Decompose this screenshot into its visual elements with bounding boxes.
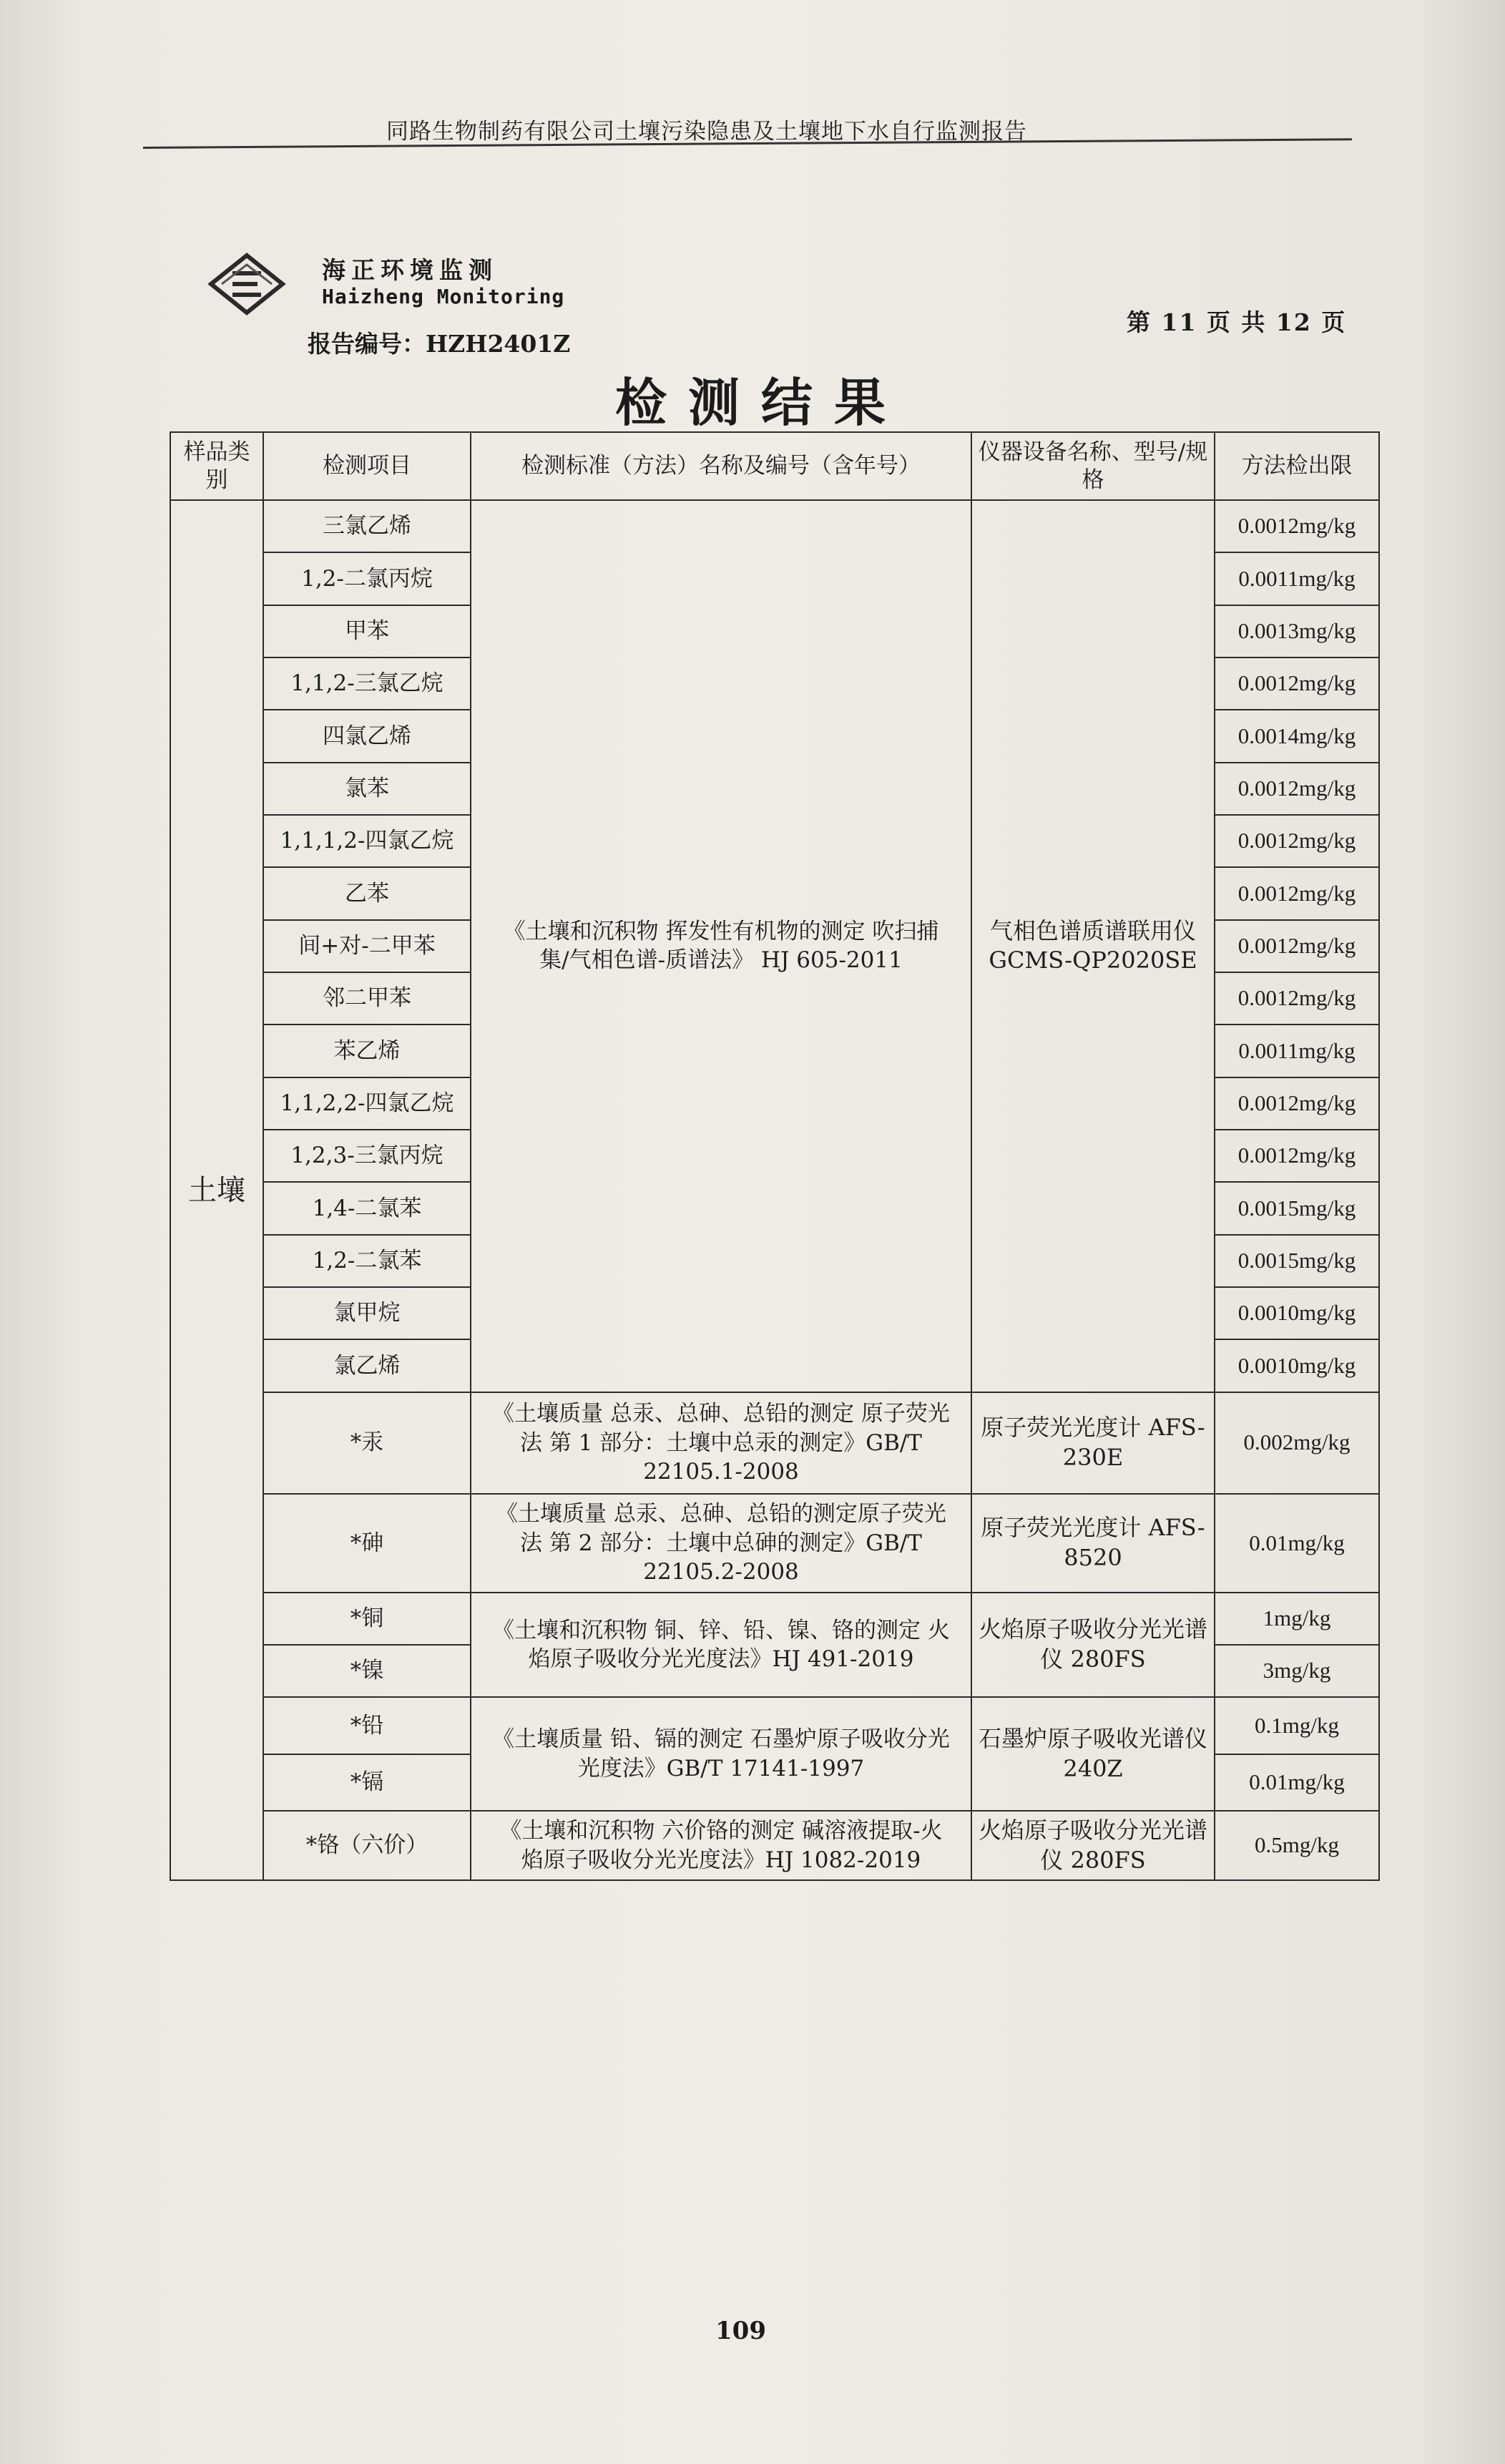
item-name: 1,1,2,2-四氯乙烷 [263,1077,471,1130]
mercury-standard: 《土壤质量 总汞、总砷、总铅的测定 原子荧光法 第 1 部分：土壤中总汞的测定》GB/T 22105.1-2008 [471,1392,971,1495]
table-row [170,1811,1379,1880]
item-name: 氯甲烷 [263,1287,471,1339]
table-row [170,1697,1379,1754]
item-limit: 0.0014mg/kg [1215,710,1379,762]
item-name: 1,1,1,2-四氯乙烷 [263,815,471,867]
chromium-instrument: 火焰原子吸收分光光谱仪 280FS [971,1811,1215,1880]
results-table [170,431,1380,1881]
item-limit: 0.0012mg/kg [1215,815,1379,867]
page-count: 第 11 页 共 12 页 [1127,308,1347,336]
item-limit: 0.0012mg/kg [1215,500,1379,552]
item-name: *汞 [263,1392,471,1495]
copper-nickel-standard: 《土壤和沉积物 铜、锌、铅、镍、铬的测定 火焰原子吸收分光光度法》HJ 491-2019 [471,1593,971,1698]
item-name: 1,2,3-三氯丙烷 [263,1130,471,1182]
header-item: 检测项目 [263,432,471,500]
lead-cadmium-standard: 《土壤质量 铅、镉的测定 石墨炉原子吸收分光光度法》GB/T 17141-1997 [471,1697,971,1811]
item-name: 四氯乙烯 [263,710,471,762]
item-limit: 0.0013mg/kg [1215,605,1379,657]
table-row [170,1593,1379,1645]
item-name: *铜 [263,1593,471,1645]
item-limit: 0.0012mg/kg [1215,972,1379,1025]
chromium-standard: 《土壤和沉积物 六价铬的测定 碱溶液提取-火焰原子吸收分光光度法》HJ 1082-2019 [471,1811,971,1880]
item-limit: 0.01mg/kg [1215,1754,1379,1811]
item-name: *砷 [263,1494,471,1592]
item-limit: 0.0015mg/kg [1215,1182,1379,1234]
report-number: 报告编号：HZH2401Z [308,330,571,358]
item-name: 邻二甲苯 [263,972,471,1025]
item-name: *镉 [263,1754,471,1811]
item-limit: 3mg/kg [1215,1645,1379,1697]
document-title: 检测结果 [615,372,908,433]
item-name: *铬（六价） [263,1811,471,1880]
item-name: 1,4-二氯苯 [263,1182,471,1234]
item-name: 氯苯 [263,763,471,815]
item-name: 氯乙烯 [263,1339,471,1392]
item-limit: 0.0012mg/kg [1215,657,1379,710]
arsenic-standard: 《土壤质量 总汞、总砷、总铅的测定原子荧光法 第 2 部分：土壤中总砷的测定》GB/T 22105.2-2008 [471,1494,971,1592]
item-limit: 0.01mg/kg [1215,1494,1379,1592]
item-name: 乙苯 [263,867,471,919]
running-title: 同路生物制药有限公司土壤污染隐患及土壤地下水自行监测报告 [386,119,1027,145]
item-name: 1,1,2-三氯乙烷 [263,657,471,710]
header-standard: 检测标准（方法）名称及编号（含年号） [471,432,971,500]
haizheng-logo-icon [207,252,286,316]
brand-name-en: Haizheng Monitoring [322,285,565,308]
table-row [170,500,1379,552]
item-limit: 1mg/kg [1215,1593,1379,1645]
header-limit: 方法检出限 [1215,432,1379,500]
item-limit: 0.002mg/kg [1215,1392,1379,1495]
item-name: 甲苯 [263,605,471,657]
lead-cadmium-instrument: 石墨炉原子吸收光谱仪 240Z [971,1697,1215,1811]
sample-category: 土壤 [170,500,263,1880]
arsenic-instrument: 原子荧光光度计 AFS-8520 [971,1494,1215,1592]
header-category: 样品类别 [170,432,263,500]
item-limit: 0.0011mg/kg [1215,1025,1379,1077]
item-limit: 0.0012mg/kg [1215,1077,1379,1130]
item-limit: 0.0012mg/kg [1215,1130,1379,1182]
item-name: *镍 [263,1645,471,1697]
item-limit: 0.1mg/kg [1215,1697,1379,1754]
item-name: 苯乙烯 [263,1025,471,1077]
item-name: 三氯乙烯 [263,500,471,552]
table-row [170,1392,1379,1495]
voc-standard: 《土壤和沉积物 挥发性有机物的测定 吹扫捕集/气相色谱-质谱法》 HJ 605-2011 [471,500,971,1392]
item-name: 间+对-二甲苯 [263,920,471,972]
item-limit: 0.0015mg/kg [1215,1235,1379,1287]
item-limit: 0.5mg/kg [1215,1811,1379,1880]
page-number: 109 [715,2317,766,2345]
item-limit: 0.0012mg/kg [1215,920,1379,972]
item-limit: 0.0012mg/kg [1215,763,1379,815]
item-name: 1,2-二氯丙烷 [263,552,471,605]
table-header-row [170,432,1379,500]
item-name: 1,2-二氯苯 [263,1235,471,1287]
brand-name-cn: 海正环境监测 [322,256,498,284]
header-instrument: 仪器设备名称、型号/规格 [971,432,1215,500]
item-limit: 0.0012mg/kg [1215,867,1379,919]
item-limit: 0.0011mg/kg [1215,552,1379,605]
item-limit: 0.0010mg/kg [1215,1339,1379,1392]
table-row [170,1494,1379,1592]
mercury-instrument: 原子荧光光度计 AFS-230E [971,1392,1215,1495]
copper-nickel-instrument: 火焰原子吸收分光光谱仪 280FS [971,1593,1215,1698]
item-limit: 0.0010mg/kg [1215,1287,1379,1339]
voc-instrument: 气相色谱质谱联用仪 GCMS-QP2020SE [971,500,1215,1392]
item-name: *铅 [263,1697,471,1754]
